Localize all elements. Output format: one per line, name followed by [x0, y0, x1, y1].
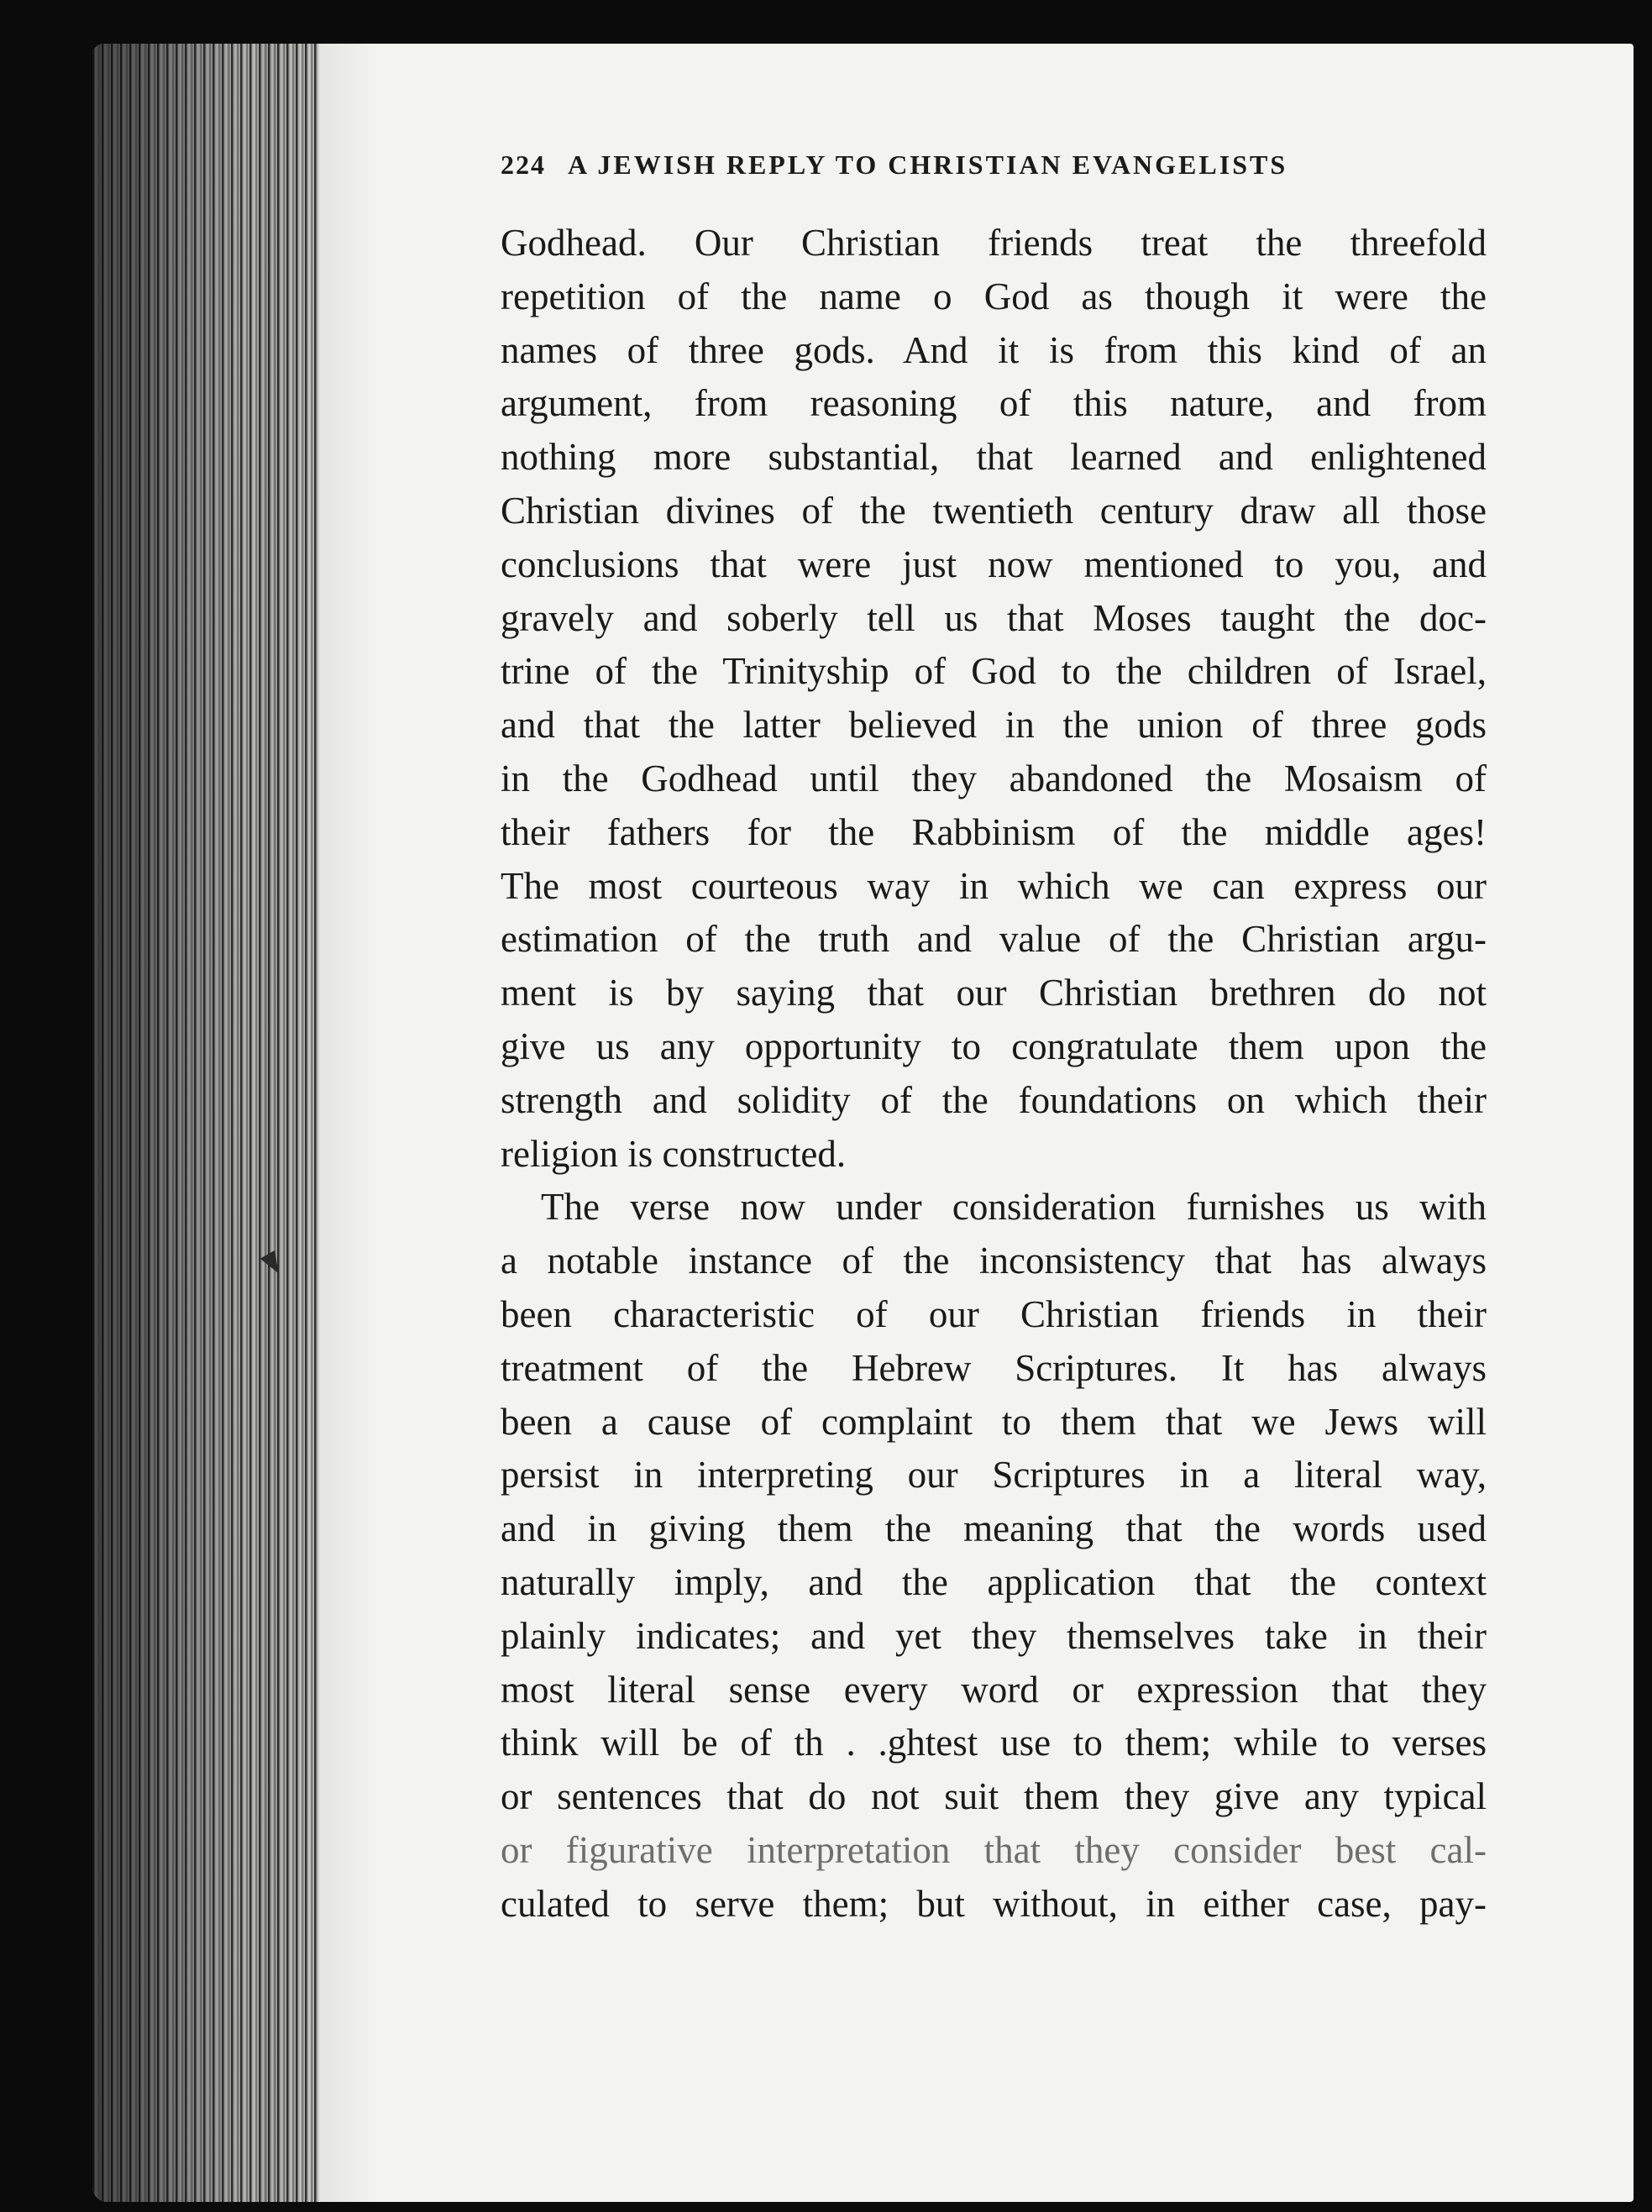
text-line: their fathers for the Rabbinism of the middle ages!: [501, 810, 1487, 853]
text-line: or sentences that do not suit them they give any typical: [501, 1775, 1487, 1818]
text-line: The most courteous way in which we can express our: [501, 864, 1487, 907]
text-line: been a cause of complaint to them that we Jews will: [501, 1400, 1487, 1443]
running-title: A JEWISH REPLY TO CHRISTIAN EVANGELISTS: [568, 149, 1288, 180]
text-line: and in giving them the meaning that the words used: [501, 1507, 1487, 1550]
text-line: treatment of the Hebrew Scriptures. It has always: [501, 1346, 1487, 1389]
text-line: estimation of the truth and value of the Christian argu-: [501, 918, 1487, 961]
paragraph-start-line: The verse now under consideration furnishes us with: [541, 1186, 1487, 1229]
text-line: ment is by saying that our Christian brethren do not: [501, 972, 1487, 1014]
text-line: trine of the Trinityship of God to the children of Israel,: [501, 650, 1487, 693]
text-line: a notable instance of the inconsistency that has always: [501, 1240, 1487, 1282]
text-line: been characteristic of our Christian friends in their: [501, 1292, 1487, 1335]
text-line: nothing more substantial, that learned and enlightened: [501, 436, 1487, 479]
text-line: give us any opportunity to congratulate them upon the: [501, 1025, 1487, 1067]
text-line: gravely and soberly tell us that Moses taught the doc-: [501, 596, 1487, 639]
text-line: in the Godhead until they abandoned the Mosaism of: [501, 757, 1487, 799]
text-line: Godhead. Our Christian friends treat the threefold: [501, 222, 1487, 264]
text-line: plainly indicates; and yet they themselves take in their: [501, 1614, 1487, 1657]
text-line: conclusions that were just now mentioned to you, and: [501, 543, 1487, 585]
text-line: most literal sense every word or expression that they: [501, 1668, 1487, 1711]
running-header: [501, 149, 1487, 202]
paragraph-end-line: religion is constructed.: [501, 1132, 847, 1175]
page-content: [501, 149, 1487, 1932]
text-line: and that the latter believed in the union of three gods: [501, 704, 1487, 747]
text-line: names of three gods. And it is from this kind of an: [501, 328, 1487, 371]
text-line: repetition of the name o God as though it were the: [501, 275, 1487, 317]
text-line: Christian divines of the twentieth century draw all those: [501, 489, 1487, 532]
gutter-shadow: [260, 44, 378, 2202]
faded-text-line: or figurative interpretation that they consider best cal-: [501, 1828, 1487, 1871]
text-line: persist in interpreting our Scriptures in a literal way,: [501, 1454, 1487, 1497]
text-line: culated to serve them; but without, in either case, pay-: [501, 1882, 1487, 1925]
text-line: naturally imply, and the application that the context: [501, 1560, 1487, 1603]
text-line: argument, from reasoning of this nature, and from: [501, 382, 1487, 425]
text-line: strength and solidity of the foundations on which their: [501, 1078, 1487, 1121]
body-text: [501, 217, 1487, 1932]
text-line: think will be of th . .ghtest use to them; while to verses: [501, 1722, 1487, 1764]
page-number: 224: [501, 149, 546, 180]
